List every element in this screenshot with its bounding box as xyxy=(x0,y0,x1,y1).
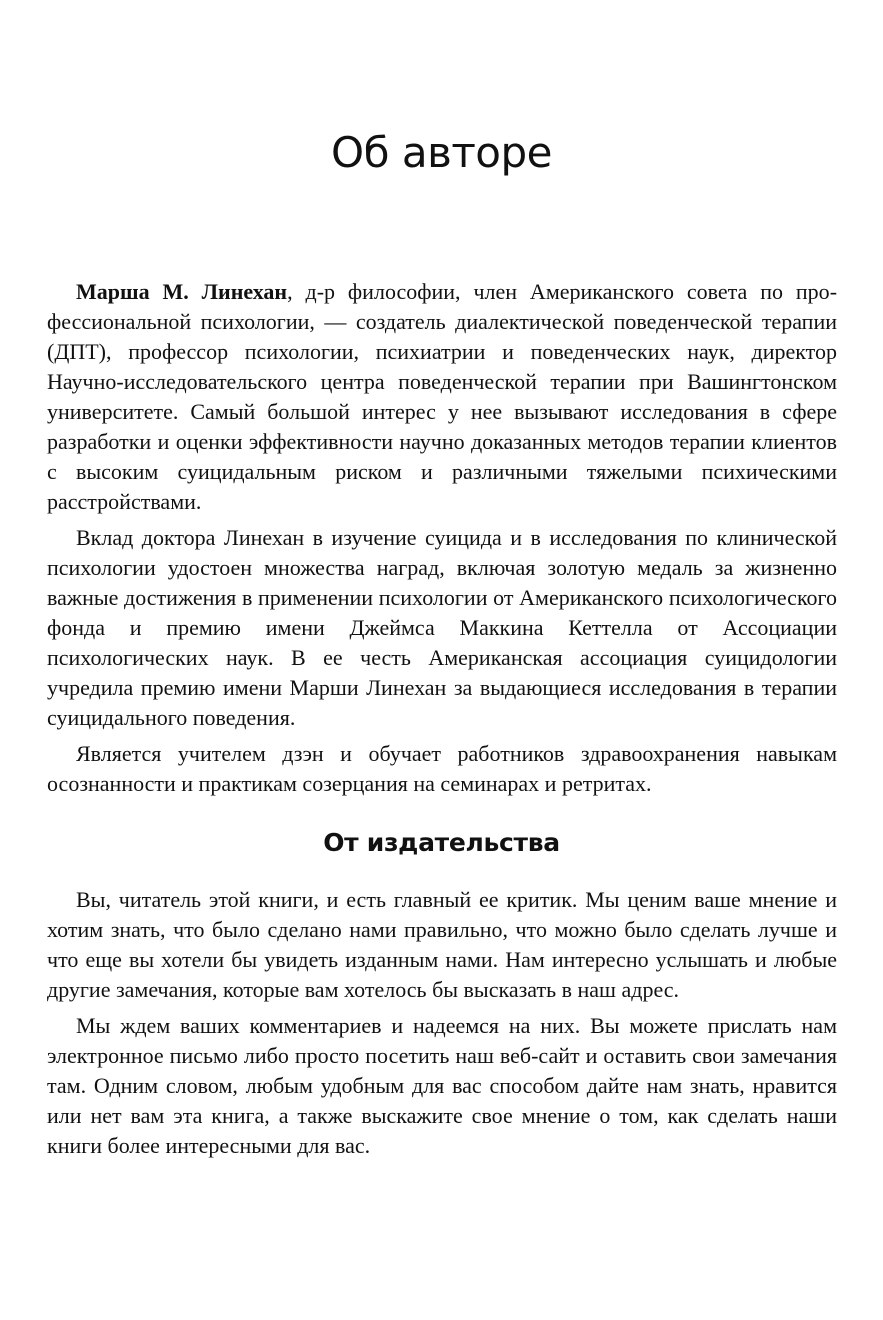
about-paragraph-1-text: , д-р философии, член Американского совета по профессиональной психологии, — создатель диалектической поведенческой терапии (ДПТ), профессор психологии, психиатрии и поведенческих наук, директор Научно-исследовательского центра поведенческой терапии при Вашингтонском университете. Самый большой интерес у нее вызывают исследования в сфере разработки и оценки эффективности научно доказанных методов терапии клиентов с высоким суицидальным риском и различными тяжелыми психическими расстройствами. xyxy=(47,279,838,514)
about-paragraph-2: Вклад доктора Линехан в изучение суицида и в исследования по клинической психологии удостоен множества наград, включая золотую медаль за жизненно важные достижения в применении психологии от Американского психологического фонда и премию имени Джеймса Маккина Кеттелла от Ассоциации психологических наук. В ее честь Американская ассоциация суицидологии учредила премию имени Марши Линехан за выдающиеся исследования в терапии суицидального поведения. xyxy=(47,525,837,730)
publisher-paragraph-2: Мы ждем ваших комментариев и надеемся на них. Вы можете прислать нам электронное письмо либо просто посетить наш веб-сайт и оставить свои замечания там. Одним словом, любым удобным для вас способом дайте нам знать, нравится или нет вам эта книга, а также выскажите свое мнение о том, как сделать наши книги более интересными для вас. xyxy=(47,1013,837,1158)
page-title: Об авторе xyxy=(331,128,552,177)
publisher-paragraph-1: Вы, читатель этой книги, и есть главный ее критик. Мы ценим ваше мнение и хотим знать, что было сделано нами правильно, что можно было сделать лучше и что еще вы хотели бы увидеть изданным нами. Нам интересно услышать и любые другие замечания, которые вам хотелось бы высказать в наш адрес. xyxy=(47,887,837,1002)
publisher-section xyxy=(47,885,837,1167)
about-paragraph-1 xyxy=(47,277,837,517)
about-paragraph-3: Является учителем дзэн и обучает работников здравоохранения навыкам осознанности и практикам созерцания на семинарах и ретритах. xyxy=(47,741,837,796)
author-name: Марша М. Линехан xyxy=(76,279,288,304)
about-author-section xyxy=(47,277,837,805)
section-title-publisher: От издательства xyxy=(323,828,560,857)
